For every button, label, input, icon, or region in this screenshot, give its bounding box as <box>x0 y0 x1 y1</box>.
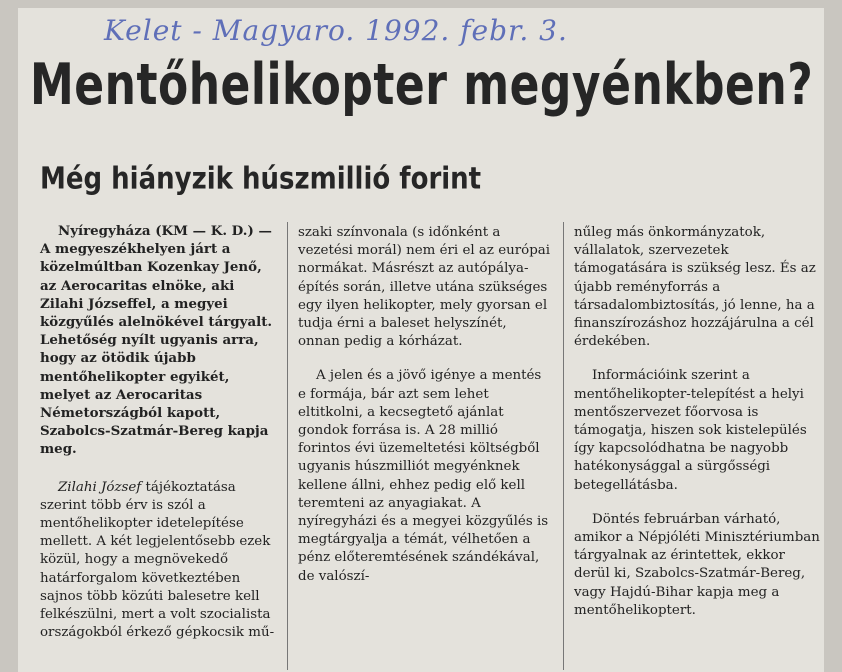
person-name: Zilahi József <box>58 479 142 495</box>
paragraph: Döntés februárban várható, amikor a Népjóléti Minisztériumban tárgyalnak az érintettek, ekkor derül ki, Szabolcs-Szatmár-Bereg, vagy Hajdú-Bihar kapja meg a mentőhelikoptert. <box>574 511 820 618</box>
subheadline: Még hiányzik húszmillió forint <box>40 162 482 197</box>
dateline: Nyíregyháza <box>58 223 151 239</box>
handwritten-source-note: Kelet - Magyaro. 1992. febr. 3. <box>104 14 568 47</box>
paragraph: A jelen és a jövő igénye a mentés e formája, bár azt sem lehet eltitkolni, a kecsegtető ajánlat gondok forrása is. A 28 millió forintos évi üzemeltetési költségből ugyanis húszmilliót megyénknek kellene állni, ehhez pedig elő kell teremteni az anyagiakat. A nyíregyházi és a megyei közgyűlés is megtárgyalja a témát, vélhetően a pénz előteremtésének szándékával, de valószí- <box>298 368 549 584</box>
column-divider <box>563 222 564 670</box>
paragraph: szaki színvonala (s időnként a vezetési morál) nem éri el az európai normákat. Másrészt az autópálya-építés során, illetve utána szükséges egy ilyen helikopter, mely gyorsan el tudja érni a baleset helyszínét, onnan pedig a kórházat. <box>298 225 551 350</box>
headline: Mentőhelikopter megyénkben? <box>30 52 814 119</box>
paragraph <box>40 479 276 643</box>
article-column-2 <box>298 224 552 586</box>
column-divider <box>287 222 288 670</box>
article-column-3 <box>574 224 824 620</box>
lead-paragraph <box>40 222 276 459</box>
lead-text: (KM — K. D.) — A megyeszékhelyen járt a közelmúltban Kozenkay Jenő, az Aerocaritas elnöke, aki Zilahi Józseffel, a megyei közgyűlés alelnökével tárgyalt. Lehetőség nyílt ugyanis arra, hogy az ötödik újabb mentőhelikopter egyikét, melyet az Aerocaritas Németországból kapott, Szabolcs-Szatmár-Bereg kapja meg. <box>40 223 273 458</box>
paragraph: nűleg más önkormányzatok, vállalatok, szervezetek támogatására is szükség lesz. És az újabb reményforrás a társadalombiztosítás, jó lenne, ha a finanszírozáshoz hozzájárulna a cél érdekében. <box>574 225 816 350</box>
article-column-1 <box>40 222 276 642</box>
paragraph-text: tájékoztatása szerint több érv is szól a mentőhelikopter idetelepítése mellett. A két legjelentősebb ezek közül, hogy a megnövekedő határforgalom következtében sajnos több közúti balesetre kell felkészülni, mert a volt szocialista országokból érkező gépkocsik mű- <box>40 479 275 641</box>
paragraph: Információink szerint a mentőhelikopter-telepítést a helyi mentőszervezet főorvosa is támogatja, hiszen sok kistelepülés így kapcsolódhatna be nagyobb hatékonysággal a sürgősségi betegellátásba. <box>574 368 807 493</box>
